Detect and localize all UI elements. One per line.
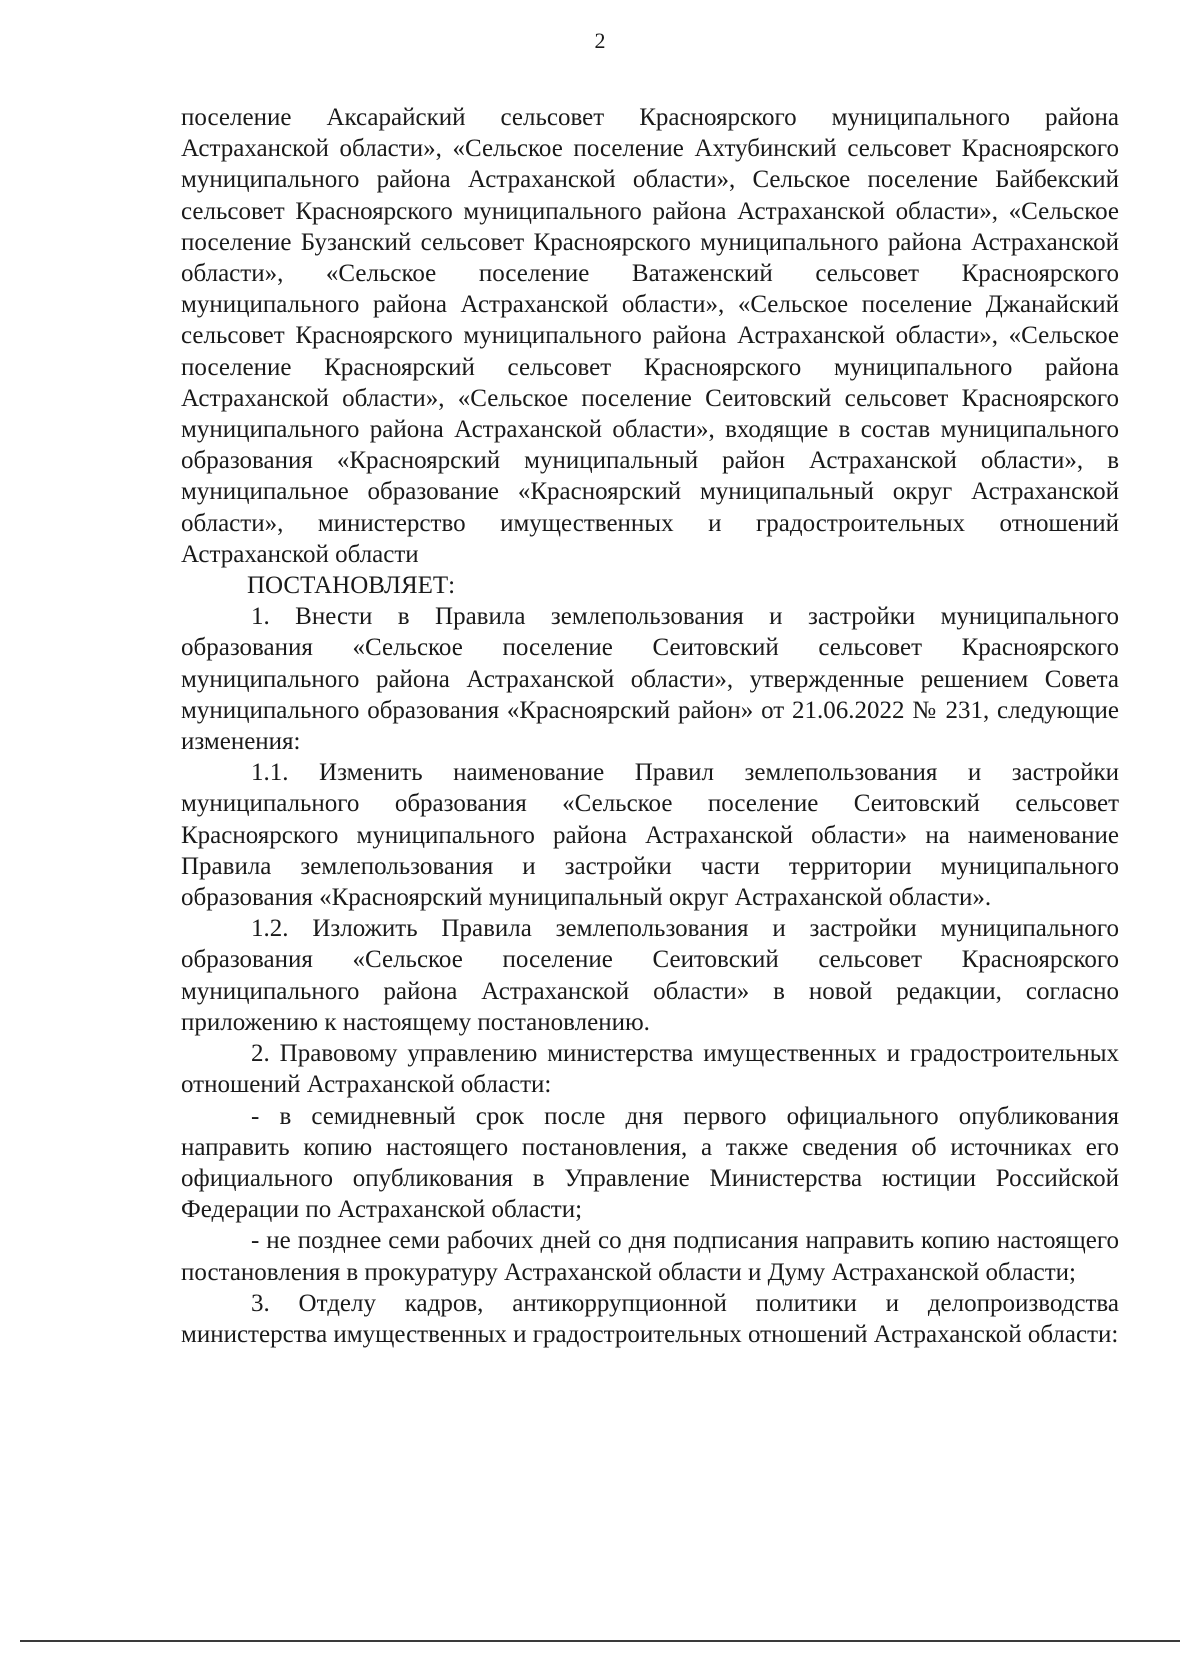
item-2-paragraph: 2. Правовому управлению министерства имущественных и градостроительных отношений Астраханской области:	[181, 1040, 1119, 1099]
scan-edge-rule	[20, 1640, 1180, 1642]
item-1-1-paragraph: 1.1. Изменить наименование Правил землепользования и застройки муниципального образования «Сельское поселение Сеитовский сельсовет Красноярского муниципального района Астраханской области» на наименование Правила землепользования и застройки части территории муниципального образования «Красноярский муниципальный округ Астраханской области».	[181, 759, 1119, 912]
item-1-paragraph: 1. Внести в Правила землепользования и застройки муниципального образования «Сельское поселение Сеитовский сельсовет Красноярского муниципального района Астраханской области», утвержденные решением Совета муниципального образования «Красноярский район» от 21.06.2022 № 231, следующие изменения:	[181, 603, 1119, 756]
item-3-paragraph: 3. Отделу кадров, антикоррупционной политики и делопроизводства министерства имущественных и градостроительных отношений Астраханской области:	[181, 1289, 1119, 1348]
intro-paragraph: поселение Аксарайский сельсовет Красноярского муниципального района Астраханской области», «Сельское поселение Ахтубинский сельсовет Красноярского муниципального района Астраханской области», Сельское поселение Байбекский сельсовет Красноярского муниципального района Астраханской области», «Сельское поселение Бузанский сельсовет Красноярского муниципального района Астраханской области», «Сельское поселение Ватаженский сельсовет Красноярского муниципального района Астраханской области», «Сельское поселение Джанайский сельсовет Красноярского муниципального района Астраханской области», «Сельское поселение Красноярский сельсовет Красноярского муниципального района Астраханской области», «Сельское поселение Сеитовский сельсовет Красноярского муниципального района Астраханской области», входящие в состав муниципального образования «Красноярский муниципальный район Астраханской области», в муниципальное образование «Красноярский муниципальный округ Астраханской области», министерство имущественных и градостроительных отношений Астраханской области	[181, 104, 1119, 568]
resolves-heading: ПОСТАНОВЛЯЕТ:	[247, 572, 456, 600]
item-2-a-paragraph: - в семидневный срок после дня первого официального опубликования направить копию настоящего постановления, а также сведения об источниках его официального опубликования в Управление Министерства юстиции Российской Федерации по Астраханской области;	[181, 1102, 1119, 1224]
page-number: 2	[594, 28, 606, 53]
item-1-2-paragraph: 1.2. Изложить Правила землепользования и застройки муниципального образования «Сельское поселение Сеитовский сельсовет Красноярского муниципального района Астраханской области» в новой редакции, согласно приложению к настоящему постановлению.	[181, 915, 1119, 1036]
document-body	[181, 102, 1119, 1350]
item-2-b-paragraph: - не позднее семи рабочих дней со дня подписания направить копию настоящего постановления в прокуратуру Астраханской области и Думу Астраханской области;	[181, 1227, 1119, 1286]
